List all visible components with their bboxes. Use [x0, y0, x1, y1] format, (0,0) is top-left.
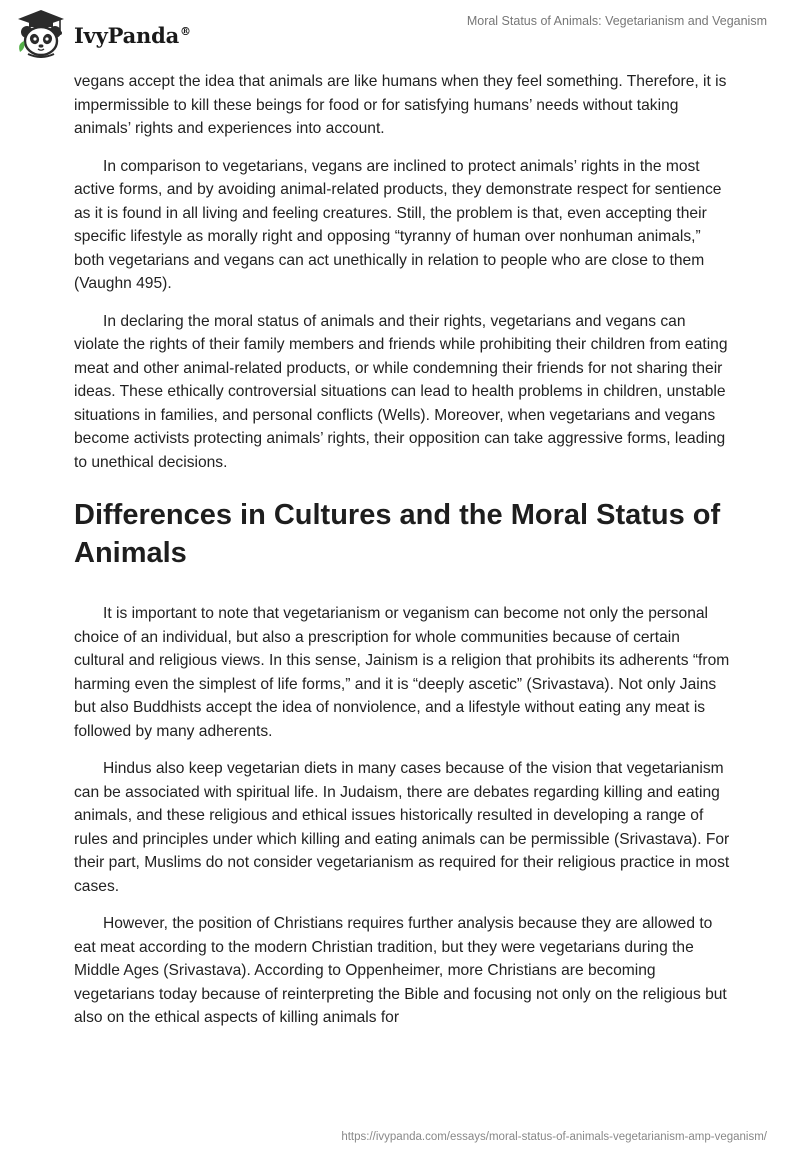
paragraph-4: It is important to note that vegetarianism or veganism can become not only the personal choice of an individual, but also a prescription for whole communities because of certain cultural and religious views. In this sense, Jainism is a religion that prohibits its adherents “from harming even the simplest of life forms,” and it is “deeply ascetic” (Srivastava). Not only Jains but also Buddhists accept the idea of nonviolence, and a lifestyle without eating any meat is followed by many adherents.	[74, 605, 730, 740]
page-header	[0, 0, 800, 66]
paragraph-5: Hindus also keep vegetarian diets in many cases because of the vision that vegetarianism can be associated with spiritual life. In Judaism, there are debates regarding killing and eating animals, and these religious and ethical issues historically resulted in developing a range of rules and principles under which killing and eating animals can be permissible (Srivastava). For their part, Muslims do not consider vegetarianism as required for their religious practice in most cases.	[74, 760, 730, 895]
essay-body	[74, 70, 734, 1044]
document-title: Moral Status of Animals: Vegetarianism and Veganism	[466, 14, 767, 28]
source-url[interactable]: https://ivypanda.com/essays/moral-status-of-animals-vegetarianism-amp-veganism/	[341, 1131, 767, 1143]
ivypanda-logo[interactable]	[14, 8, 191, 58]
panda-graduate-icon	[14, 8, 68, 58]
section-heading: Differences in Cultures and the Moral Status of Animals	[74, 499, 721, 569]
registered-mark: ®	[180, 24, 191, 38]
paragraph-3: In declaring the moral status of animals and their rights, vegetarians and vegans can violate the rights of their family members and friends while prohibiting their children from eating meat and other animal-related products, or while condemning their friends for not sharing their ideas. These ethically controversial situations can lead to health problems in children, unstable situations in families, and personal conflicts (Wells). Moreover, when vegetarians and vegans become activists protecting animals’ rights, their opposition can take aggressive forms, leading to unethical decisions.	[74, 312, 728, 471]
paragraph-1: vegans accept the idea that animals are like humans when they feel something. Therefore, it is impermissible to kill these beings for food or for satisfying humans’ needs without taking animals’ rights and experiences into account.	[74, 73, 727, 137]
paragraph-2: In comparison to vegetarians, vegans are inclined to protect animals’ rights in the most active forms, and by avoiding animal-related products, they demonstrate respect for sentience as it is found in all living and feeling creatures. Still, the problem is that, even accepting their specific lifestyle as morally right and opposing “tyranny of human over nonhuman animals,” both vegetarians and vegans can act unethically in relation to people who are close to them (Vaughn 495).	[74, 157, 722, 292]
logo-text: IvyPanda®	[74, 22, 191, 48]
paragraph-6: However, the position of Christians requires further analysis because they are allowed to eat meat according to the modern Christian tradition, but they were vegetarians during the Middle Ages (Srivastava). According to Oppenheimer, more Christians are becoming vegetarians today because of reinterpreting the Bible and focusing not only on the religious but also on the ethical aspects of killing animals for	[74, 915, 727, 1026]
